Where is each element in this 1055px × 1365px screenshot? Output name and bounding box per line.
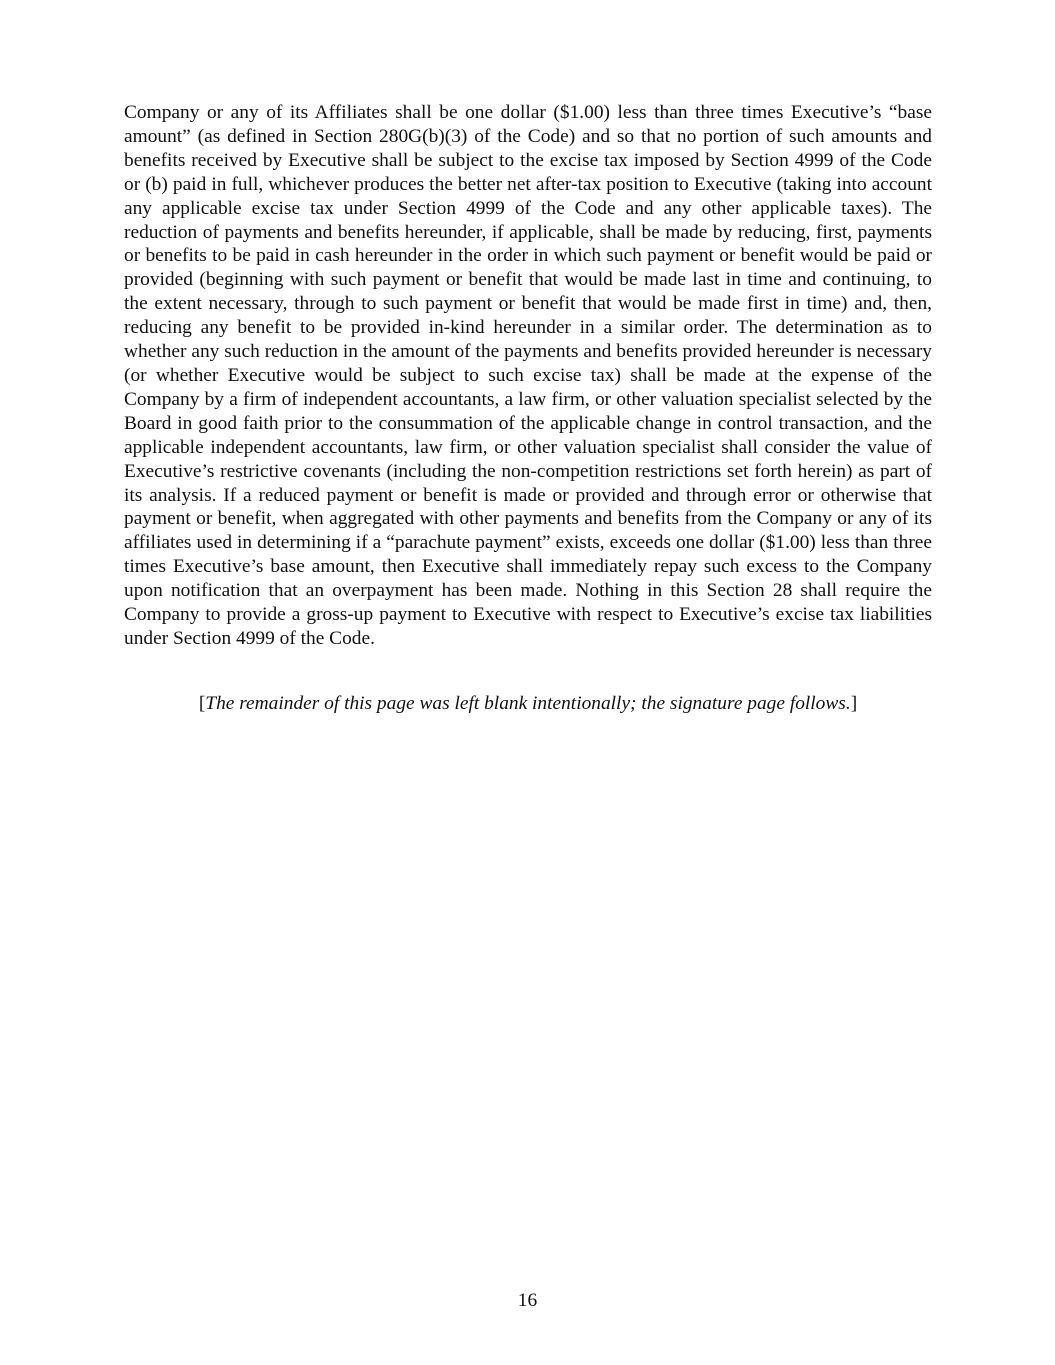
body-paragraph: Company or any of its Affiliates shall be one dollar ($1.00) less than three times Executive’s “base amount” (as defined in Section 280G(b)(3) of the Code) and so that no portion of such amounts and benefits received by Executive shall be subject to the excise tax imposed by Section 4999 of the Code or (b) paid in full, whichever produces the better net after-tax position to Executive (taking into account any applicable excise tax under Section 4999 of the Code and any other applicable taxes). The reduction of payments and benefits hereunder, if applicable, shall be made by reducing, first, payments or benefits to be paid in cash hereunder in the order in which such payment or benefit would be paid or provided (beginning with such payment or benefit that would be made last in time and continuing, to the extent necessary, through to such payment or benefit that would be made first in time) and, then, reducing any benefit to be provided in-kind hereunder in a similar order. The determination as to whether any such reduction in the amount of the payments and benefits provided hereunder is necessary (or whether Executive would be subject to such excise tax) shall be made at the expense of the Company by a firm of independent accountants, a law firm, or other valuation specialist selected by the Board in good faith prior to the consummation of the applicable change in control transaction, and the applicable independent accountants, law firm, or other valuation specialist shall consider the value of Executive’s restrictive covenants (including the non-competition restrictions set forth herein) as part of its analysis. If a reduced payment or benefit is made or provided and through error or otherwise that payment or benefit, when aggregated with other payments and benefits from the Company or any of its affiliates used in determining if a “parachute payment” exists, exceeds one dollar ($1.00) less than three times Executive’s base amount, then Executive shall immediately repay such excess to the Company upon notification that an overpayment has been made. Nothing in this Section 28 shall require the Company to provide a gross-up payment to Executive with respect to Executive’s excise tax liabilities under Section 4999 of the Code. [124, 102, 932, 649]
note-text: The remainder of this page was left blank intentionally; the signature page follows. [205, 693, 851, 714]
note-open-bracket: [ [198, 693, 206, 714]
note-close-bracket: ] [850, 693, 858, 714]
page-number: 16 [517, 1290, 538, 1311]
blank-page-note [124, 692, 932, 716]
